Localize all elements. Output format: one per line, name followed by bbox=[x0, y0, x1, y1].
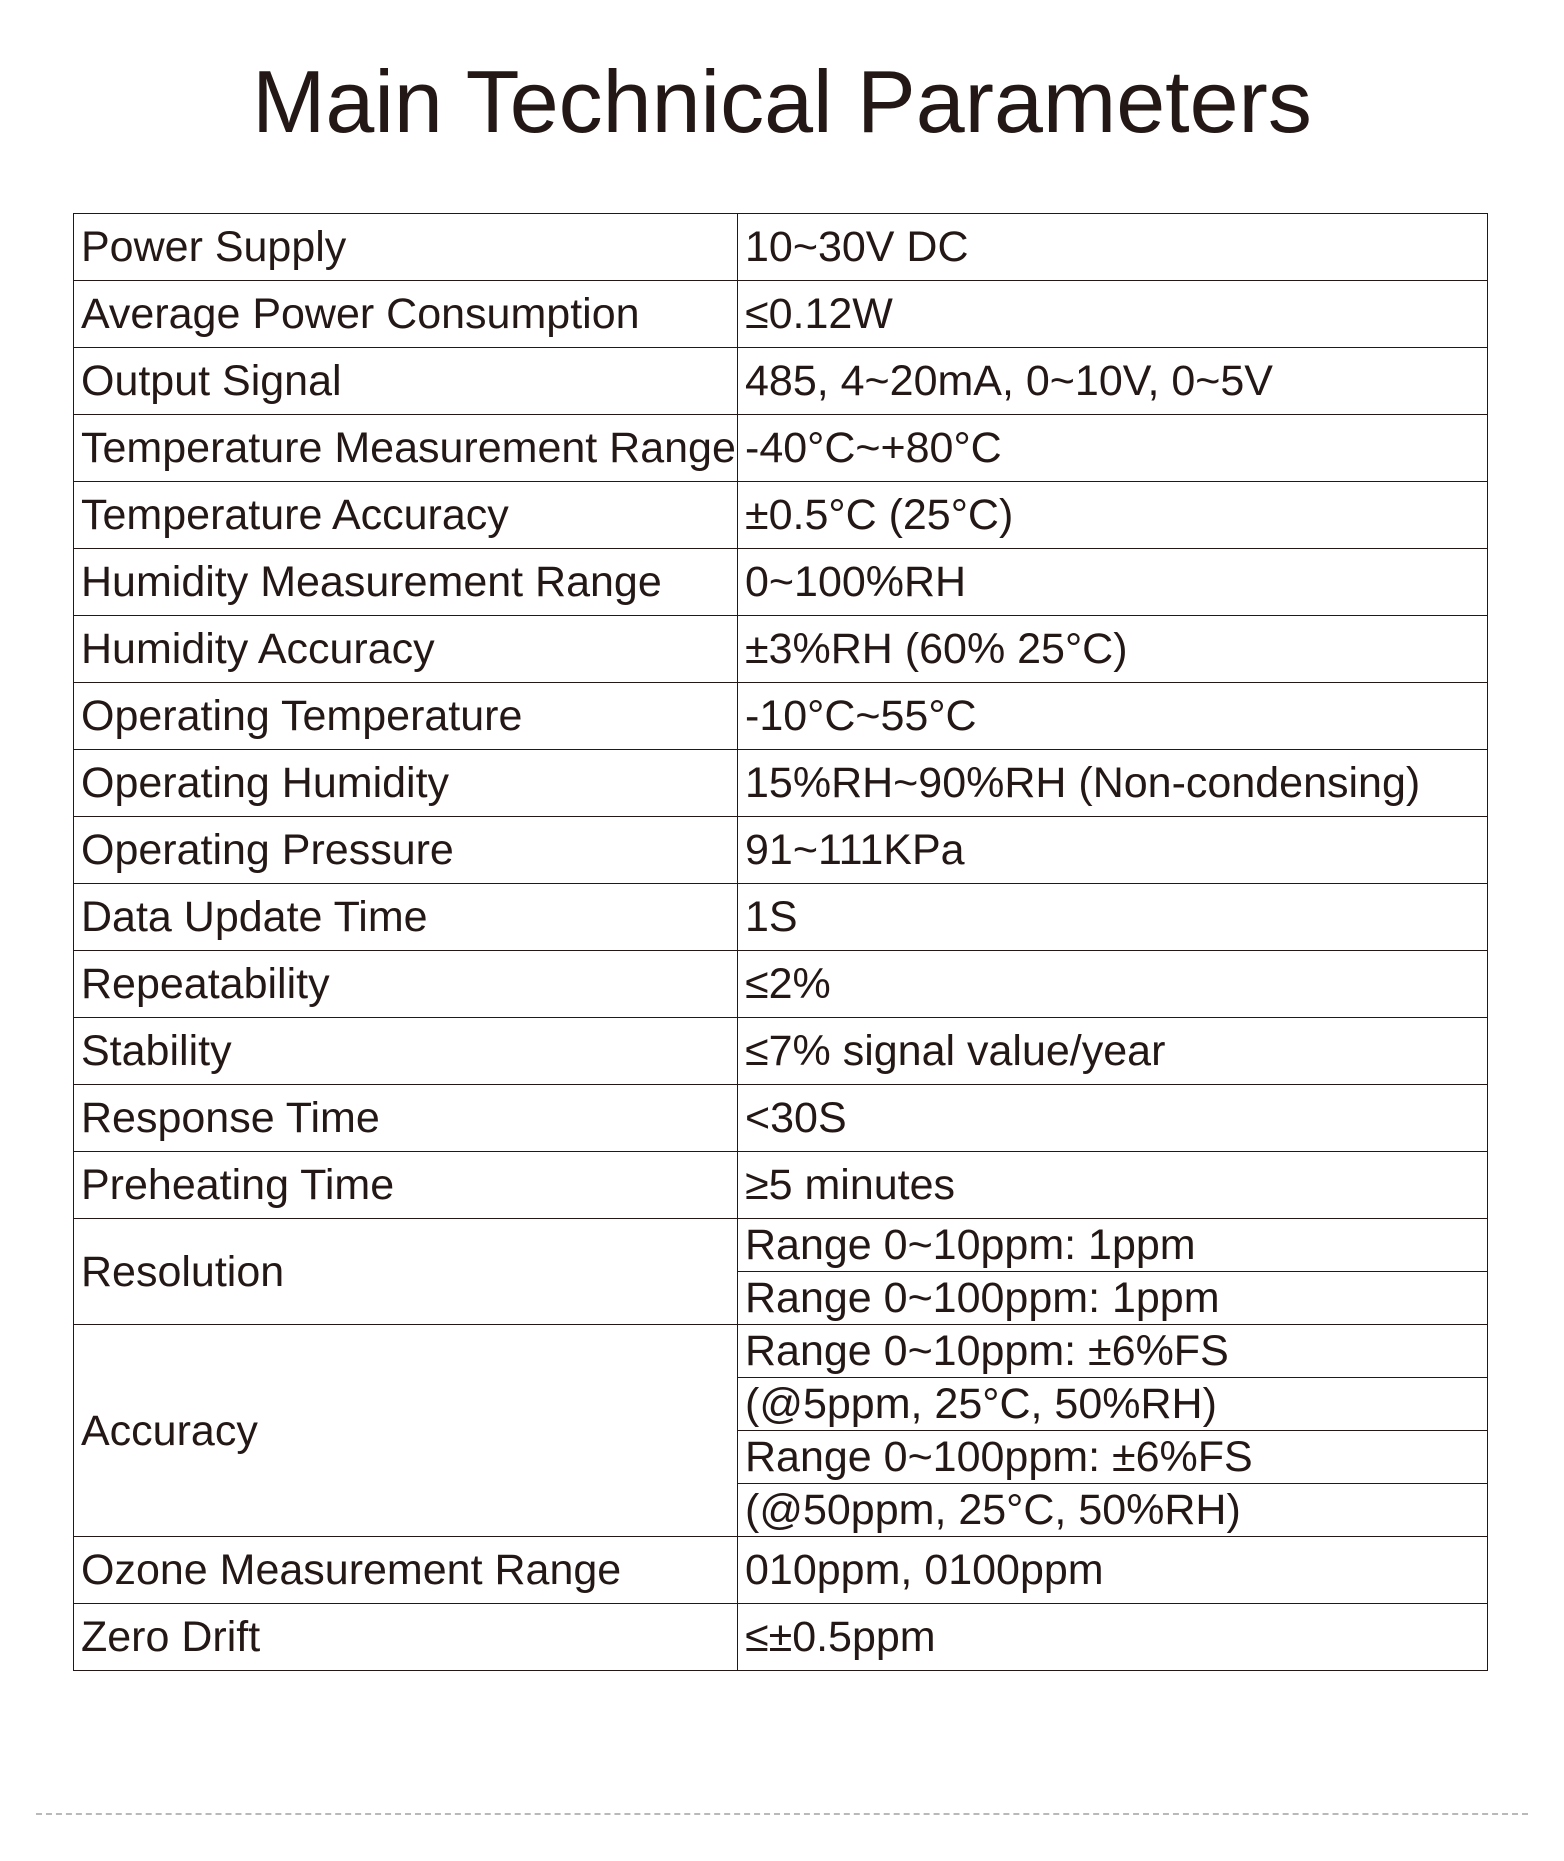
param-name: Ozone Measurement Range bbox=[74, 1537, 738, 1604]
parameters-table bbox=[73, 213, 1488, 1671]
param-name: Preheating Time bbox=[74, 1152, 738, 1219]
table-row bbox=[74, 951, 1488, 1018]
table-row bbox=[74, 884, 1488, 951]
table-row bbox=[74, 214, 1488, 281]
param-value: -10°C~55°C bbox=[738, 683, 1488, 750]
param-value: Range 0~100ppm: ±6%FS bbox=[738, 1431, 1488, 1484]
param-value: 91~111KPa bbox=[738, 817, 1488, 884]
param-name: Power Supply bbox=[74, 214, 738, 281]
param-value: Range 0~10ppm: ±6%FS bbox=[738, 1325, 1488, 1378]
table-row bbox=[74, 549, 1488, 616]
param-value: 010ppm, 0100ppm bbox=[738, 1537, 1488, 1604]
param-name: Repeatability bbox=[74, 951, 738, 1018]
param-value: 0~100%RH bbox=[738, 549, 1488, 616]
param-name: Resolution bbox=[74, 1219, 738, 1325]
param-value: ≤7% signal value/year bbox=[738, 1018, 1488, 1085]
table-row bbox=[74, 1537, 1488, 1604]
table-row bbox=[74, 348, 1488, 415]
page-title: Main Technical Parameters bbox=[252, 52, 1312, 151]
param-name: Stability bbox=[74, 1018, 738, 1085]
table-row bbox=[74, 683, 1488, 750]
param-value: (@5ppm, 25°C, 50%RH) bbox=[738, 1378, 1488, 1431]
param-name: Humidity Measurement Range bbox=[74, 549, 738, 616]
param-value: 10~30V DC bbox=[738, 214, 1488, 281]
param-value: 485, 4~20mA, 0~10V, 0~5V bbox=[738, 348, 1488, 415]
param-value: <30S bbox=[738, 1085, 1488, 1152]
table-row bbox=[74, 1604, 1488, 1671]
table-row bbox=[74, 415, 1488, 482]
param-name: Operating Temperature bbox=[74, 683, 738, 750]
param-value: ≤0.12W bbox=[738, 281, 1488, 348]
param-name: Average Power Consumption bbox=[74, 281, 738, 348]
table-row bbox=[74, 616, 1488, 683]
param-value: Range 0~10ppm: 1ppm bbox=[738, 1219, 1488, 1272]
param-value: ±3%RH (60% 25°C) bbox=[738, 616, 1488, 683]
param-name: Temperature Accuracy bbox=[74, 482, 738, 549]
param-value: 15%RH~90%RH (Non-condensing) bbox=[738, 750, 1488, 817]
param-name: Humidity Accuracy bbox=[74, 616, 738, 683]
param-value: -40°C~+80°C bbox=[738, 415, 1488, 482]
table-row bbox=[74, 1219, 1488, 1272]
table-row bbox=[74, 1085, 1488, 1152]
param-value: Range 0~100ppm: 1ppm bbox=[738, 1272, 1488, 1325]
table-row bbox=[74, 1018, 1488, 1085]
param-value: ±0.5°C (25°C) bbox=[738, 482, 1488, 549]
param-value: ≤2% bbox=[738, 951, 1488, 1018]
table-row bbox=[74, 1152, 1488, 1219]
table-row bbox=[74, 1325, 1488, 1378]
param-value: ≥5 minutes bbox=[738, 1152, 1488, 1219]
param-name: Response Time bbox=[74, 1085, 738, 1152]
param-value: (@50ppm, 25°C, 50%RH) bbox=[738, 1484, 1488, 1537]
param-name: Accuracy bbox=[74, 1325, 738, 1537]
table-row bbox=[74, 817, 1488, 884]
param-name: Temperature Measurement Range bbox=[74, 415, 738, 482]
param-value: ≤±0.5ppm bbox=[738, 1604, 1488, 1671]
param-name: Data Update Time bbox=[74, 884, 738, 951]
table-row bbox=[74, 482, 1488, 549]
param-name: Output Signal bbox=[74, 348, 738, 415]
param-name: Operating Humidity bbox=[74, 750, 738, 817]
table-row bbox=[74, 281, 1488, 348]
param-name: Zero Drift bbox=[74, 1604, 738, 1671]
param-name: Operating Pressure bbox=[74, 817, 738, 884]
table-row bbox=[74, 750, 1488, 817]
param-value: 1S bbox=[738, 884, 1488, 951]
dashed-divider bbox=[36, 1813, 1528, 1815]
